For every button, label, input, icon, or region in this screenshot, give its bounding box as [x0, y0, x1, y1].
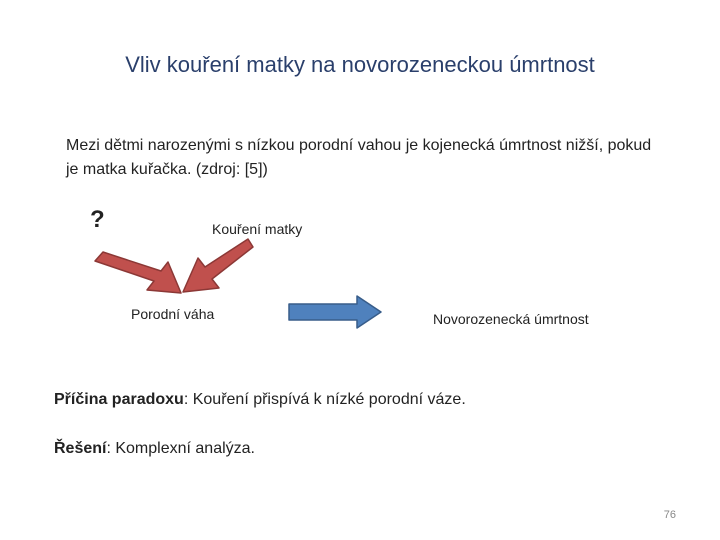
mortality-node-label: Novorozenecká úmrtnost	[433, 311, 589, 327]
slide-title: Vliv kouření matky na novorozeneckou úmrtnost	[125, 52, 595, 77]
solution-text: : Komplexní analýza.	[106, 440, 255, 457]
paradox-cause-line	[54, 391, 466, 409]
unknown-cause-label: ?	[90, 206, 105, 233]
arrow-unknown-to-weight	[95, 252, 181, 293]
arrow-smoking-to-weight	[183, 239, 253, 292]
paradox-text: : Kouření přispívá k nízké porodní váze.	[183, 391, 466, 408]
birth-weight-node-label: Porodní váha	[131, 306, 215, 322]
solution-line	[54, 440, 255, 458]
arrow-weight-to-mortality	[289, 296, 381, 328]
page-number: 76	[663, 509, 676, 521]
solution-label: Řešení	[54, 440, 107, 457]
smoking-node-label: Kouření matky	[212, 221, 303, 237]
paradox-label: Příčina paradoxu	[54, 391, 184, 408]
intro-text: Mezi dětmi narozenými s nízkou porodní vahou je kojenecká úmrtnost nižší, pokud je matka kuřačka. (zdroj: [5])	[66, 137, 652, 178]
